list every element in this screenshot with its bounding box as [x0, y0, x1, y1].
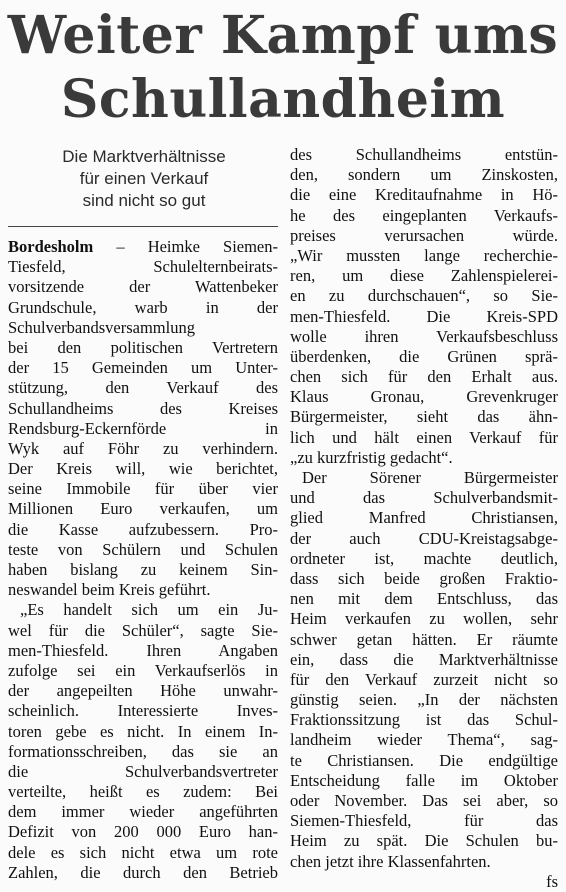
- body-line: chen jetzt ihre Klassenfahrten.: [290, 851, 491, 871]
- body-line: dass sich beide großen Fraktio-: [290, 568, 558, 588]
- body-line: te Christiansen. Die endgültige: [290, 750, 558, 770]
- body-line: [8, 237, 278, 257]
- body-line: wolle ihren Verkaufsbeschluss: [290, 326, 558, 346]
- body-line: oder November. Das sei aber, so: [290, 791, 558, 810]
- teaser-line-2: für einen Verkauf: [79, 169, 209, 188]
- body-line: lich und hält einen Verkauf für: [290, 427, 558, 447]
- body-line: Klaus Gronau, Grevenkruger: [290, 387, 558, 407]
- body-line: für den Verkauf zurzeit nicht so: [290, 669, 558, 689]
- body-line: formationsschreiben, das sie an: [8, 741, 278, 761]
- body-line: en zu durchschauen“, so Sie-: [290, 286, 558, 306]
- body-line: die Kasse aufzubessern. Pro-: [8, 519, 278, 539]
- body-line: teste von Schülern und Schulen: [8, 539, 278, 559]
- body-line: überdenken, die Grünen sprä-: [290, 346, 558, 366]
- body-line: glied Manfred Christiansen,: [290, 508, 558, 528]
- teaser-line-1: Die Marktverhältnisse: [62, 147, 226, 166]
- body-line: seine Immobile für über vier: [8, 479, 278, 499]
- body-line: den, sondern um Zinskosten,: [290, 165, 558, 185]
- body-line: günstig seien. „In der nächsten: [290, 690, 558, 710]
- teaser-divider: [8, 226, 278, 227]
- body-line: Wyk auf Föhr zu verhindern.: [8, 438, 278, 458]
- body-line: Fraktionssitzung ist das Schul-: [290, 710, 558, 730]
- body-line: haben bislang zu keinem Sin-: [8, 560, 278, 579]
- body-line: zufolge sei ein Verkaufserlös in: [8, 660, 278, 680]
- body-line: Entscheidung falle im Oktober: [290, 770, 558, 790]
- body-line: die eine Kreditaufnahme in Hö-: [290, 185, 558, 205]
- body-line: und das Schulverbandsmit-: [290, 488, 558, 508]
- body-line: Zahlen, die durch den Betrieb: [8, 862, 278, 882]
- body-line: wel für die Schüler“, sagte Sie-: [8, 620, 278, 640]
- body-line: Rendsburg-Eckernförde in: [8, 418, 278, 438]
- left-column: [8, 237, 278, 883]
- article-teaser: [24, 146, 264, 212]
- dateline: Bordesholm: [8, 237, 94, 256]
- right-column: [290, 145, 558, 892]
- body-line: neswandel beim Kreis geführt.: [8, 580, 211, 600]
- body-line: „Wir mussten lange recherchie-: [290, 245, 558, 265]
- body-line: Bürgermeister, sieht das ähn-: [290, 407, 558, 427]
- body-line: Der Kreis will, wie berichtet,: [8, 459, 278, 479]
- body-line: landheim wieder Thema“, sag-: [290, 730, 558, 750]
- body-line: schwer getan hätten. Er räumte: [290, 629, 558, 649]
- body-line: Grundschule, warb in der: [8, 297, 278, 317]
- body-line: Schullandheims des Kreises: [8, 398, 278, 418]
- body-line: des Schullandheims entstün-: [290, 145, 558, 164]
- body-line: der auch CDU-Kreistagsabge-: [290, 528, 558, 548]
- body-line: der 15 Gemeinden um Unter-: [8, 358, 278, 378]
- body-line: Siemen-Thiesfeld, für das: [290, 811, 558, 831]
- body-line: chen sich für den Erhalt aus.: [290, 367, 558, 387]
- body-line: der angepeilten Höhe unwahr-: [8, 681, 278, 701]
- author-initials: fs: [546, 871, 558, 891]
- body-line: vorsitzende der Wattenbeker: [8, 277, 278, 297]
- body-line: bei den politischen Vertretern: [8, 337, 278, 357]
- body-line: he des eingeplanten Verkaufs-: [290, 205, 558, 225]
- body-line: dele es sich nicht etwa um rote: [8, 842, 278, 862]
- body-line: Defizit von 200 000 Euro han-: [8, 822, 278, 842]
- body-line: Schulverbandsversammlung: [8, 317, 195, 337]
- body-line: preises verursachen würde.: [290, 225, 558, 245]
- body-line: toren gebe es nicht. In einem In-: [8, 721, 278, 741]
- body-line: scheinlich. Interessierte Inves-: [8, 701, 278, 721]
- body-line: men-Thiesfeld. Ihren Angaben: [8, 640, 278, 660]
- body-line: verteilte, heißt es zudem: Bei: [8, 782, 278, 802]
- body-line: Heim verkaufen zu wollen, sehr: [290, 609, 558, 629]
- body-line: Millionen Euro verkaufen, um: [8, 499, 278, 519]
- teaser-line-3: sind nicht so gut: [82, 191, 206, 210]
- body-line: Heim zu spät. Die Schulen bu-: [290, 831, 558, 851]
- body-line: „Es handelt sich um ein Ju-: [20, 600, 278, 620]
- body-line: Tiesfeld, Schulelternbeirats-: [8, 257, 278, 277]
- body-line: dem immer wieder angeführten: [8, 802, 278, 822]
- body-line: ordneter ist, machte deutlich,: [290, 548, 558, 568]
- body-line: ein, dass die Marktverhältnisse: [290, 649, 558, 669]
- body-line: Der Sörener Bürgermeister: [302, 468, 558, 487]
- body-line: die Schulverbandsvertreter: [8, 761, 278, 781]
- body-line: „zu kurzfristig gedacht“.: [290, 447, 453, 467]
- body-line-text: – Heimke Siemen-: [93, 237, 278, 256]
- article-headline: [0, 4, 566, 132]
- body-line: stützung, den Verkauf des: [8, 378, 278, 398]
- body-line: nen mit dem Entschluss, das: [290, 589, 558, 609]
- headline-line-2: Schullandheim: [60, 69, 506, 130]
- body-line: ren, um diese Zahlenspielerei-: [290, 266, 558, 286]
- body-line: men-Thiesfeld. Die Kreis-SPD: [290, 306, 558, 326]
- headline-line-1: Weiter Kampf ums: [7, 5, 559, 66]
